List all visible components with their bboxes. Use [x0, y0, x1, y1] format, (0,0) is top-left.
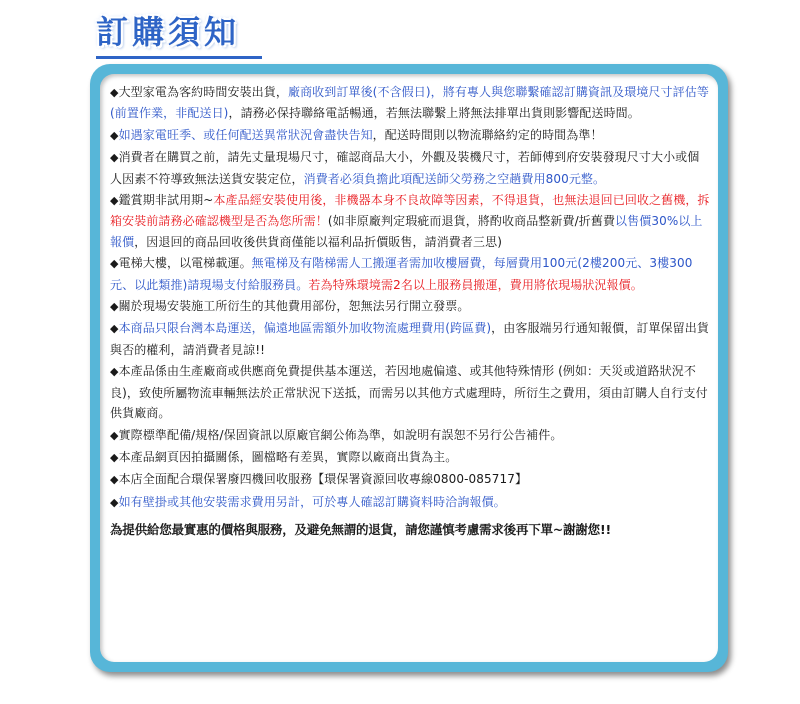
notice-item — [110, 492, 710, 513]
notice-text-segment: ，配送時間則以物流聯絡約定的時間為準！ — [372, 127, 603, 142]
notice-text-segment: 消費者在購買之前，請先丈量現場尺寸，確認商品大小，外觀及裝機尺寸，若師傅到府安裝發現尺寸大小或個人因素不符導致無法送貨安裝定位， — [110, 150, 700, 186]
diamond-bullet-icon: ◆ — [110, 473, 119, 487]
notice-text-segment: 如遇家電旺季、或任何配送異常狀況會盡快告知 — [118, 127, 373, 142]
notice-text-segment: 鑑賞期非試用期~ — [118, 193, 214, 208]
notice-item — [110, 190, 710, 252]
notice-text-segment: 本產品係由生產廠商或供應商免費提供基本運送，若因地處偏遠、或其他特殊情形 (例如：天災或道路狀況不良)，致使所屬物流車輛無法於正常狀況下送抵，而需另以其他方式處理時，所衍生之費用，須由訂購人自行支付供貨廠商。 — [110, 364, 708, 421]
notice-text-segment: 關於現場安裝施工所衍生的其他費用部份，恕無法另行開立發票。 — [118, 299, 470, 314]
notice-text-segment: 廠商收到訂單後(不含假日)，將有專人與您聯繫確認訂購資訊及環境尺寸評估等(前置作業，非配送日) — [110, 85, 709, 121]
title-underline — [96, 56, 262, 59]
diamond-bullet-icon: ◆ — [110, 151, 119, 165]
notice-item — [110, 361, 710, 423]
notice-item — [110, 469, 710, 490]
diamond-bullet-icon: ◆ — [110, 428, 119, 442]
notice-item — [110, 447, 710, 468]
notice-text-segment: 電梯大樓，以電梯載運。 — [118, 256, 252, 271]
notice-text-segment: 如有壁掛或其他安裝需求費用另計，可於專人確認訂購資料時洽詢報價。 — [118, 494, 506, 509]
notice-item — [110, 318, 710, 360]
notice-panel — [100, 74, 718, 662]
notice-text-segment: ，因退回的商品回收後供貨商僅能以福利品折價販售，請消費者三思) — [134, 234, 502, 249]
diamond-bullet-icon: ◆ — [110, 86, 119, 99]
notice-text-segment: 本店全面配合環保署廢四機回收服務【環保署資源回收專線0800-085717】 — [118, 472, 528, 487]
notice-text-segment: 本產品經安裝使用後，非機器本身不良故障等因素，不得退貨，也無法退回已回收之舊機，拆箱安裝前請務必確認機型是否為您所需！ — [110, 193, 710, 229]
notice-text-segment: 以售價30%以上報價 — [110, 214, 703, 249]
diamond-bullet-icon: ◆ — [110, 300, 119, 314]
diamond-bullet-icon: ◆ — [110, 450, 119, 464]
title-block — [96, 10, 262, 62]
notice-footer: 為提供給您最實惠的價格與服務，及避免無謂的退貨，請您謹慎考慮需求後再下單~謝謝您!! — [110, 522, 611, 538]
notice-text-segment: ，由客服端另行通知報價，訂單保留出貨與否的權利，請消費者見諒!! — [110, 321, 709, 357]
notice-text-segment: ，請務必保持聯絡電話暢通，若無法聯繫上將無法排單出貨則影響配送時間。 — [228, 106, 640, 121]
notice-item — [110, 147, 710, 189]
notice-text-segment: 消費者必須負擔此項配送師父勞務之空趟費用800元整。 — [303, 171, 606, 186]
diamond-bullet-icon: ◆ — [110, 322, 119, 336]
notice-content — [110, 82, 710, 541]
diamond-bullet-icon: ◆ — [110, 128, 119, 142]
notice-item — [110, 425, 710, 446]
notice-item — [110, 125, 710, 146]
notice-frame — [90, 64, 728, 672]
notice-list — [110, 82, 710, 513]
notice-item — [110, 296, 710, 317]
notice-text-segment: (如非原廠判定瑕疵而退貨，將酌收商品整新費/折舊費 — [327, 214, 616, 229]
diamond-bullet-icon: ◆ — [110, 194, 119, 208]
notice-item — [110, 82, 710, 124]
diamond-bullet-icon: ◆ — [110, 365, 119, 379]
diamond-bullet-icon: ◆ — [110, 257, 119, 271]
page-title: 訂購須知 — [96, 13, 241, 51]
notice-text-segment: 本商品只限台灣本島運送，偏遠地區需額外加收物流處理費用(跨區費) — [118, 321, 492, 336]
notice-item — [110, 253, 710, 295]
notice-text-segment: 實際標準配備/規格/保固資訊以原廠官網公佈為準，如說明有誤恕不另行公告補件。 — [118, 427, 563, 442]
diamond-bullet-icon: ◆ — [110, 495, 119, 509]
notice-text-segment: 無電梯及有階梯需人工搬運者需加收樓層費，每層費用100元(2樓200元、3樓300元、以此類推)請現場支付給服務員。 — [110, 256, 693, 292]
notice-text-segment: 本產品網頁因拍攝關係，圖檔略有差異，實際以廠商出貨為主。 — [118, 449, 458, 464]
notice-text-segment: 若為特殊環境需2名以上服務員搬運，費用將依現場狀況報價。 — [308, 277, 643, 292]
notice-text-segment: 大型家電為客約時間安裝出貨， — [118, 85, 288, 99]
